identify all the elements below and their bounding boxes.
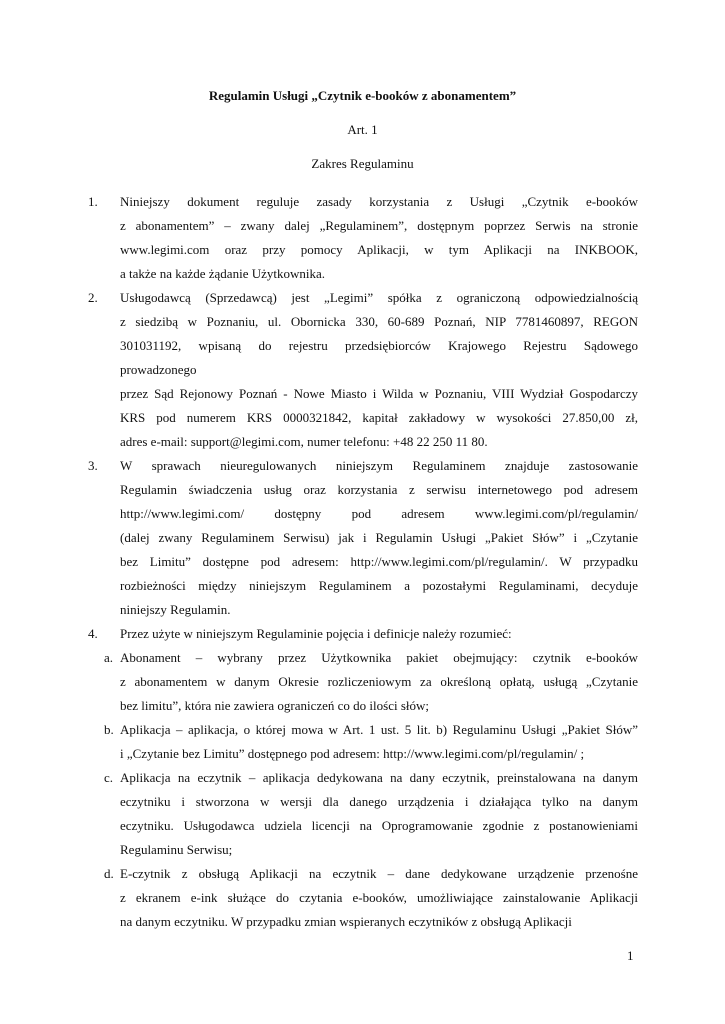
list-number: 4. xyxy=(88,626,98,641)
text-line: eczytniku i stworzona w wersji dla danego urządzenia i działająca tylko na danym xyxy=(120,794,638,809)
text-line: Przez użyte w niniejszym Regulaminie pojęcia i definicje należy rozumieć: xyxy=(120,626,512,641)
text-line: 301031192, wpisaną do rejestru przedsiębiorców Krajowego Rejestru Sądowego xyxy=(120,338,638,353)
list-item xyxy=(0,286,725,454)
sub-list-marker: a. xyxy=(104,650,114,665)
text-line: bez limitu”, która nie zawiera ograniczeń co do ilości słów; xyxy=(120,698,429,713)
paragraph-text xyxy=(120,622,638,646)
text-line: Regulaminu Serwisu; xyxy=(120,842,233,857)
text-line: Niniejszy dokument reguluje zasady korzystania z Usługi „Czytnik e-booków xyxy=(120,194,638,209)
paragraph-text xyxy=(120,718,638,766)
paragraph-text xyxy=(120,286,638,454)
article-heading: Art. 1 xyxy=(347,122,378,137)
text-line: z abonamentem” – zwany dalej „Regulaminem”, dostępnym poprzez Serwis na stronie xyxy=(120,218,638,233)
text-line: na danym eczytniku. W przypadku zmian wspieranych eczytników z obsługą Aplikacji xyxy=(120,914,572,929)
page-number: 1 xyxy=(627,948,634,963)
sub-list-item xyxy=(0,646,725,718)
numbered-list xyxy=(0,190,725,934)
text-line: KRS pod numerem KRS 0000321842, kapitał zakładowy w wysokości 27.850,00 zł, xyxy=(120,410,638,425)
list-item xyxy=(0,190,725,286)
sub-list-item xyxy=(0,862,725,934)
list-number: 3. xyxy=(88,458,98,473)
text-line: a także na każde żądanie Użytkownika. xyxy=(120,266,326,281)
sub-list-marker: d. xyxy=(104,866,114,881)
list-number: 1. xyxy=(88,194,98,209)
paragraph-text xyxy=(120,190,638,286)
text-line: bez Limitu” dostępne pod adresem: http://www.legimi.com/pl/regulamin/. W przypadku xyxy=(120,554,638,569)
text-line: z siedzibą w Poznaniu, ul. Obornicka 330, 60-689 Poznań, NIP 7781460897, REGON xyxy=(120,314,638,329)
text-line: Usługodawcą (Sprzedawcą) jest „Legimi” spółka z ograniczoną odpowiedzialnością xyxy=(120,290,638,305)
text-line: eczytniku. Usługodawca udziela licencji na Oprogramowanie zgodnie z postanowieniami xyxy=(120,818,638,833)
paragraph-text xyxy=(120,862,638,934)
text-line: E-czytnik z obsługą Aplikacji na eczytnik – dane dedykowane urządzenie przenośne xyxy=(120,866,638,881)
sub-list-marker: b. xyxy=(104,722,114,737)
paragraph-text xyxy=(120,454,638,622)
text-line: Aplikacja – aplikacja, o której mowa w Art. 1 ust. 5 lit. b) Regulaminu Usługi „Pakiet Słów” xyxy=(120,722,638,737)
text-line: i „Czytanie bez Limitu” dostępnego pod adresem: http://www.legimi.com/pl/regulamin/ ; xyxy=(120,746,585,761)
section-heading: Zakres Regulaminu xyxy=(311,156,414,171)
sub-list-item xyxy=(0,766,725,862)
document-title: Regulamin Usługi „Czytnik e-booków z abonamentem” xyxy=(208,88,517,103)
list-item xyxy=(0,622,725,646)
text-line: niniejszy Regulamin. xyxy=(120,602,231,617)
text-line: rozbieżności między niniejszym Regulaminem a pozostałymi Regulaminami, decyduje xyxy=(120,578,638,593)
list-item xyxy=(0,454,725,622)
sub-list-marker: c. xyxy=(104,770,114,785)
text-line: Regulamin świadczenia usług oraz korzystania z serwisu internetowego pod adresem xyxy=(120,482,638,497)
sub-list-item xyxy=(0,718,725,766)
text-line: www.legimi.com oraz przy pomocy Aplikacji, w tym Aplikacji na INKBOOK, xyxy=(120,242,638,257)
text-line: Abonament – wybrany przez Użytkownika pakiet obejmujący: czytnik e-booków xyxy=(120,650,638,665)
text-line: Aplikacja na eczytnik – aplikacja dedykowana na dany eczytnik, preinstalowana na danym xyxy=(120,770,638,785)
text-line: adres e-mail: support@legimi.com, numer telefonu: +48 22 250 11 80. xyxy=(120,434,488,449)
text-line: (dalej zwany Regulaminem Serwisu) jak i Regulamin Usługi „Pakiet Słów” i „Czytanie xyxy=(120,530,638,545)
paragraph-text xyxy=(120,646,638,718)
text-line: przez Sąd Rejonowy Poznań - Nowe Miasto i Wilda w Poznaniu, VIII Wydział Gospodarczy xyxy=(120,386,638,401)
text-line: z abonamentem w danym Okresie rozliczeniowym za określoną opłatą, usługą „Czytanie xyxy=(120,674,638,689)
text-line: z ekranem e-ink służące do czytania e-booków, umożliwiające zainstalowanie Aplikacji xyxy=(120,890,638,905)
list-number: 2. xyxy=(88,290,98,305)
text-line: http://www.legimi.com/ dostępny pod adresem www.legimi.com/pl/regulamin/ xyxy=(120,506,638,521)
text-line: W sprawach nieuregulowanych niniejszym Regulaminem znajduje zastosowanie xyxy=(120,458,638,473)
paragraph-text xyxy=(120,766,638,862)
text-line: prowadzonego xyxy=(120,362,197,377)
